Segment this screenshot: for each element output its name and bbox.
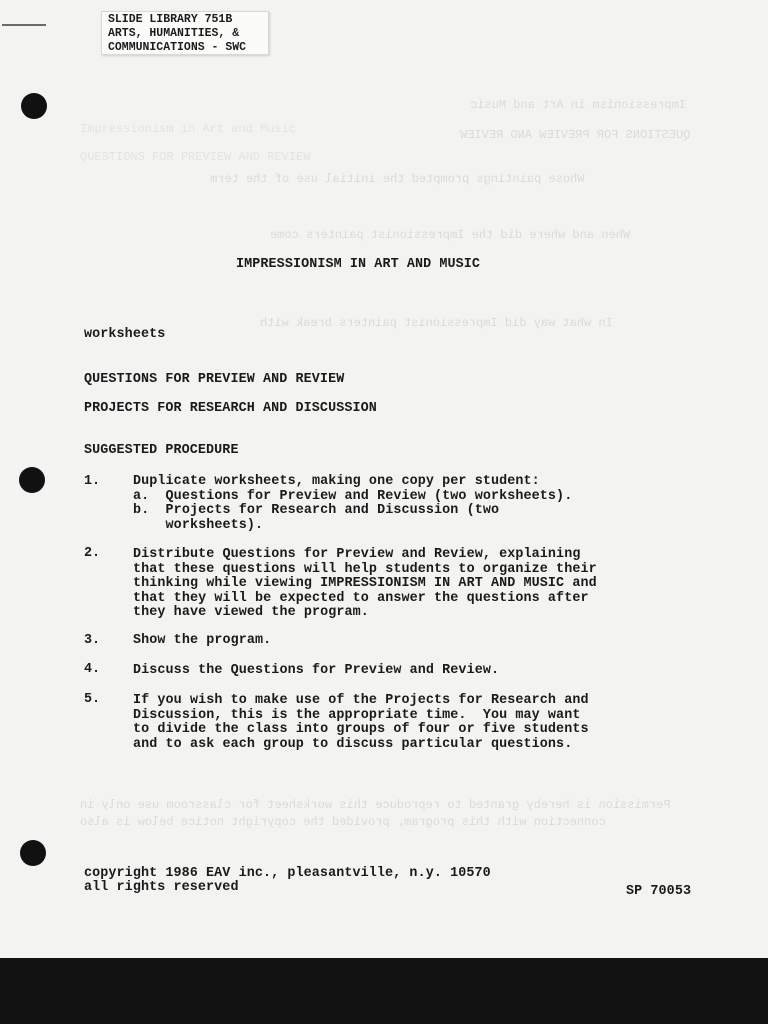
bleed-through-text: Impressionism in Art and Music <box>80 122 297 136</box>
scanner-background <box>0 958 768 1024</box>
procedure-number: 2. <box>84 546 101 561</box>
worksheet-item: QUESTIONS FOR PREVIEW AND REVIEW <box>84 372 345 387</box>
procedure-step: Discuss the Questions for Preview and Review. <box>133 663 500 678</box>
procedure-step: Duplicate worksheets, making one copy per student: a. Questions for Preview and Review (two worksheets). b. Projects for Research and Discussion (two worksheets). <box>133 474 573 533</box>
punch-hole-icon <box>21 93 47 119</box>
procedure-step: If you wish to make use of the Projects for Research and Discussion, this is the appropriate time. You may want to divide the class into groups of four or five students and to ask each group to discuss particular questions. <box>133 693 589 752</box>
procedure-number: 3. <box>84 633 101 648</box>
procedure-step: Show the program. <box>133 633 272 648</box>
procedure-number: 4. <box>84 662 101 677</box>
bleed-through-text: Permission is hereby granted to reproduce this worksheet for classroom use only in <box>80 798 671 812</box>
sticker-line: COMMUNICATIONS - SWC <box>108 41 247 54</box>
worksheets-heading: worksheets <box>84 327 166 342</box>
sticker-line: ARTS, HUMANITIES, & <box>108 27 240 40</box>
bleed-through-text: When and where did the Impressionist painters come <box>270 228 631 242</box>
punch-hole-icon <box>19 467 45 493</box>
procedure-number: 1. <box>84 474 101 489</box>
bleed-through-text: Impressionism in Art and Music <box>470 98 687 112</box>
bleed-through-text: QUESTIONS FOR PREVIEW AND REVIEW <box>80 150 311 164</box>
bleed-through-text: connection with this program, provided the copyright notice below is also <box>80 815 606 829</box>
sticker-line: SLIDE LIBRARY 751B <box>108 13 233 26</box>
procedure-heading: SUGGESTED PROCEDURE <box>84 443 239 458</box>
corner-mark <box>2 24 46 26</box>
worksheet-item: PROJECTS FOR RESEARCH AND DISCUSSION <box>84 401 377 416</box>
punch-hole-icon <box>20 840 46 866</box>
procedure-step: Distribute Questions for Preview and Review, explaining that these questions will help students to organize their thinking while viewing IMPRESSIONISM IN ART AND MUSIC and that they will be expected to answer the questions after they have viewed the program. <box>133 547 597 621</box>
document-title: IMPRESSIONISM IN ART AND MUSIC <box>236 257 481 272</box>
bleed-through-text: QUESTIONS FOR PREVIEW AND REVIEW <box>460 128 691 142</box>
bleed-through-text: In what way did Impressionist painters break with <box>260 316 613 330</box>
slide-library-sticker <box>101 11 269 55</box>
catalog-number: SP 70053 <box>626 884 692 899</box>
rights-reserved: all rights reserved <box>84 880 239 895</box>
copyright-notice: copyright 1986 EAV inc., pleasantville, n.y. 10570 <box>84 866 491 881</box>
bleed-through-text: Whose paintings prompted the initial use of the term <box>210 172 585 186</box>
procedure-number: 5. <box>84 692 101 707</box>
